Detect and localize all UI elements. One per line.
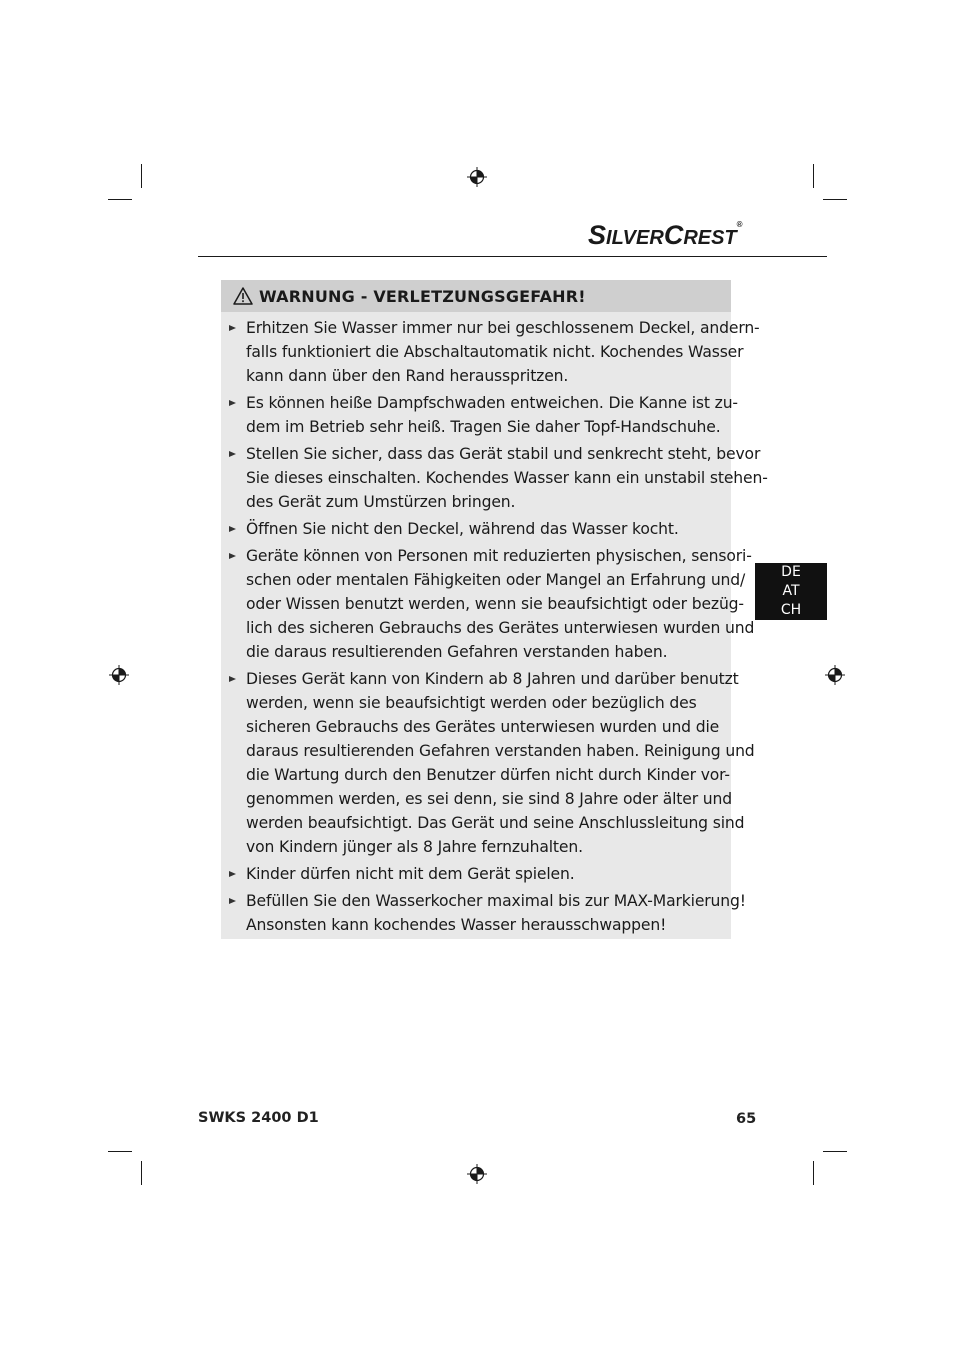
list-item-text: schen oder mentalen Fähigkeiten oder Mangel an Erfahrung und/ (246, 571, 746, 589)
registration-mark-icon (825, 665, 845, 685)
warning-header (221, 280, 731, 312)
warning-list (221, 312, 768, 937)
registration-mark-icon (467, 1164, 487, 1184)
page-number: 65 (736, 1111, 757, 1127)
brand-text: REST (683, 227, 737, 249)
list-item-text: falls funktioniert die Abschaltautomatik nicht. Kochendes Wasser (246, 343, 744, 361)
brand-text: ILVER (606, 227, 664, 249)
crop-mark (813, 164, 814, 188)
crop-mark (141, 164, 142, 188)
list-item-text: oder Wissen benutzt werden, wenn sie beaufsichtigt oder bezüg- (246, 595, 744, 613)
brand-letter: S (588, 220, 607, 250)
language-code: CH (780, 602, 802, 618)
list-item-text: Geräte können von Personen mit reduzierten physischen, sensori- (246, 547, 752, 565)
crop-mark (108, 199, 132, 200)
crop-mark (813, 1161, 814, 1185)
list-item (246, 889, 746, 937)
list-item (246, 391, 738, 439)
list-item-text: Dieses Gerät kann von Kindern ab 8 Jahren und darüber benutzt (246, 670, 739, 688)
list-item-text: Kinder dürfen nicht mit dem Gerät spielen. (246, 865, 575, 883)
warning-box (221, 280, 768, 939)
list-item (246, 316, 760, 388)
language-tab (755, 563, 827, 620)
list-item-text: von Kindern jünger als 8 Jahre fernzuhalten. (246, 838, 583, 856)
list-item-text: sicheren Gebrauchs des Gerätes unterwiesen wurden und die (246, 718, 720, 736)
list-item-text: des Gerät zum Umstürzen bringen. (246, 493, 516, 511)
registration-mark-icon (109, 665, 129, 685)
list-item-text: werden beaufsichtigt. Das Gerät und seine Anschlussleitung sind (246, 814, 745, 832)
list-item (246, 517, 723, 541)
list-item-text: Sie dieses einschalten. Kochendes Wasser kann ein unstabil stehen- (246, 469, 768, 487)
list-item-text: Öffnen Sie nicht den Deckel, während das Wasser kocht. (246, 520, 679, 538)
language-code: AT (782, 583, 800, 599)
list-item (246, 667, 755, 859)
list-item-text: werden, wenn sie beaufsichtigt werden oder bezüglich des (246, 694, 697, 712)
header-rule (198, 256, 827, 257)
triangle-bullet-icon (229, 451, 236, 457)
list-item-text: Es können heiße Dampfschwaden entweichen. Die Kanne ist zu- (246, 394, 738, 412)
list-item-text: Befüllen Sie den Wasserkocher maximal bis zur MAX-Markierung! (246, 892, 746, 910)
list-item-text: genommen werden, es sei denn, sie sind 8 Jahre oder älter und (246, 790, 732, 808)
list-item (246, 862, 723, 886)
language-code: DE (781, 564, 801, 580)
list-item-text: lich des sicheren Gebrauchs des Gerätes unterwiesen wurden und (246, 619, 755, 637)
brand-letter: C (663, 220, 684, 250)
brand-logo (588, 220, 752, 252)
crop-mark (823, 199, 847, 200)
registration-mark-icon (467, 167, 487, 187)
triangle-bullet-icon (229, 676, 236, 682)
warning-triangle-icon (233, 287, 253, 305)
triangle-bullet-icon (229, 898, 236, 904)
triangle-bullet-icon (229, 553, 236, 559)
list-item-text: die daraus resultierenden Gefahren verstanden haben. (246, 643, 668, 661)
warning-title: WARNUNG - VERLETZUNGSGEFAHR! (259, 286, 586, 306)
crop-mark (823, 1151, 847, 1152)
list-item-text: Ansonsten kann kochendes Wasser herausschwappen! (246, 916, 667, 934)
list-item-text: dem im Betrieb sehr heiß. Tragen Sie daher Topf-Handschuhe. (246, 418, 721, 436)
list-item (246, 442, 768, 514)
footer-model-number: SWKS 2400 D1 (198, 1110, 319, 1126)
list-item (246, 544, 755, 664)
triangle-bullet-icon (229, 871, 236, 877)
triangle-bullet-icon (229, 325, 236, 331)
triangle-bullet-icon (229, 400, 236, 406)
trademark-symbol: ® (736, 220, 743, 229)
list-item-text: die Wartung durch den Benutzer dürfen nicht durch Kinder vor- (246, 766, 730, 784)
crop-mark (108, 1151, 132, 1152)
list-item-text: Stellen Sie sicher, dass das Gerät stabil und senkrecht steht, bevor (246, 445, 761, 463)
list-item-text: Erhitzen Sie Wasser immer nur bei geschlossenem Deckel, andern- (246, 319, 760, 337)
list-item-text: daraus resultierenden Gefahren verstanden haben. Reinigung und (246, 742, 755, 760)
triangle-bullet-icon (229, 526, 236, 532)
list-item-text: kann dann über den Rand herausspritzen. (246, 367, 569, 385)
crop-mark (141, 1161, 142, 1185)
